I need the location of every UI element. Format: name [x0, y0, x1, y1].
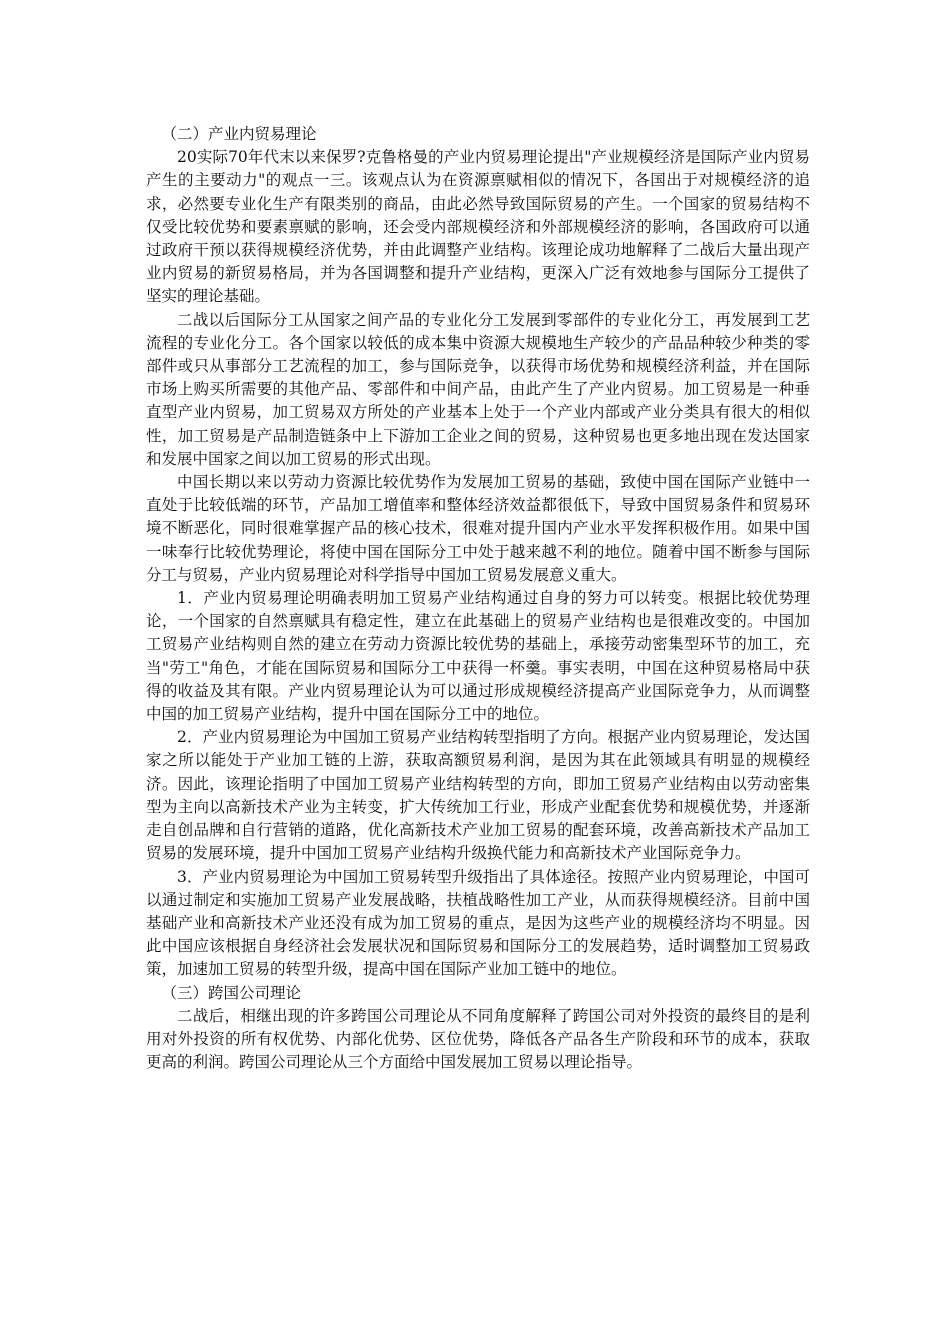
- paragraph-point-2: 2．产业内贸易理论为中国加工贸易产业结构转型指明了方向。根据产业内贸易理论，发达国家之所以能处于产业加工链的上游，获取高额贸易利润，是因为其在此领域具有明显的规模经济。因此，该理论指明了中国加工贸易产业结构转型的方向，即加工贸易产业结构由以劳动密集型为主向以高新技术产业为主转变，扩大传统加工行业，形成产业配套优势和规模优势，并逐渐走自创品牌和自行营销的道路，优化高新技术产业加工贸易的配套环境，改善高新技术产品加工贸易的发展环境，提升中国加工贸易产业结构升级换代能力和高新技术产业国际竞争力。: [146, 728, 810, 863]
- paragraph-point-1: 1．产业内贸易理论明确表明加工贸易产业结构通过自身的努力可以转变。根据比较优势理论，一个国家的自然禀赋具有稳定性，建立在此基础上的贸易产业结构也是很难改变的。中国加工贸易产业结构则自然的建立在劳动力资源比较优势的基础上，承接劳动密集型环节的加工，充当"劳工"角色，才能在国际贸易和国际分工中获得一杯羹。事实表明，中国在这种贸易格局中获得的收益及其有限。产业内贸易理论认为可以通过形成规模经济提高产业国际竞争力，从而调整中国的加工贸易产业结构，提升中国在国际分工中的地位。: [146, 589, 810, 724]
- document-page: [146, 123, 810, 1074]
- paragraph-china-labor-advantage: 中国长期以来以劳动力资源比较优势作为发展加工贸易的基础，致使中国在国际产业链中一直处于比较低端的环节，产品加工增值率和整体经济效益都很低下，导致中国贸易条件和贸易环境不断恶化，同时很难掌握产品的核心技术，很难对提升国内产业水平发挥积极作用。如果中国一味奉行比较优势理论，将使中国在国际分工中处于越来越不利的地位。随着中国不断参与国际分工与贸易，产业内贸易理论对科学指导中国加工贸易发展意义重大。: [146, 473, 810, 584]
- paragraph-krugman-theory: 20实际70年代末以来保罗?克鲁格曼的产业内贸易理论提出"产业规模经济是国际产业内贸易产生的主要动力"的观点一三。该观点认为在资源禀赋相似的情况下，各国出于对规模经济的追求，必然要专业化生产有限类别的商品，由此必然导致国际贸易的产生。一个国家的贸易结构不仅受比较优势和要素禀赋的影响，还会受内部规模经济和外部规模经济的影响，各国政府可以通过政府干预以获得规模经济优势，并由此调整产业结构。该理论成功地解释了二战后大量出现产业内贸易的新贸易格局，并为各国调整和提升产业结构，更深入广泛有效地参与国际分工提供了坚实的理论基础。: [146, 148, 810, 306]
- paragraph-postwar-division-of-labor: 二战以后国际分工从国家之间产品的专业化分工发展到零部件的专业化分工，再发展到工艺流程的专业化分工。各个国家以较低的成本集中资源大规模地生产较少的产品品种较少种类的零部件或只从事部分工艺流程的加工，参与国际竞争，以获得市场优势和规模经济利益，并在国际市场上购买所需要的其他产品、零部件和中间产品，由此产生了产业内贸易。加工贸易是一种垂直型产业内贸易，加工贸易双方所处的产业基本上处于一个产业内部或产业分类具有很大的相似性，加工贸易是产品制造链条中上下游加工企业之间的贸易，这种贸易也更多地出现在发达国家和发展中国家之间以加工贸易的形式出现。: [146, 310, 810, 468]
- paragraph-multinational-theory: 二战后，相继出现的许多跨国公司理论从不同角度解释了跨国公司对外投资的最终目的是利用对外投资的所有权优势、内部化优势、区位优势，降低各产品各生产阶段和环节的成本，获取更高的利润。跨国公司理论从三个方面给中国发展加工贸易以理论指导。: [146, 1006, 810, 1072]
- section-heading-intra-industry-trade: （二）产业内贸易理论: [161, 125, 317, 143]
- paragraph-point-3: 3．产业内贸易理论为中国加工贸易转型升级指出了具体途径。按照产业内贸易理论，中国可以通过制定和实施加工贸易产业发展战略，扶植战略性加工产业，从而获得规模经济。目前中国基础产业和高新技术产业还没有成为加工贸易的重点，是因为这些产业的规模经济均不明显。因此中国应该根据自身经济社会发展状况和国际贸易和国际分工的发展趋势，适时调整加工贸易政策，加速加工贸易的转型升级，提高中国在国际产业加工链中的地位。: [146, 867, 810, 979]
- section-heading-multinational-theory: （三）跨国公司理论: [161, 983, 302, 1002]
